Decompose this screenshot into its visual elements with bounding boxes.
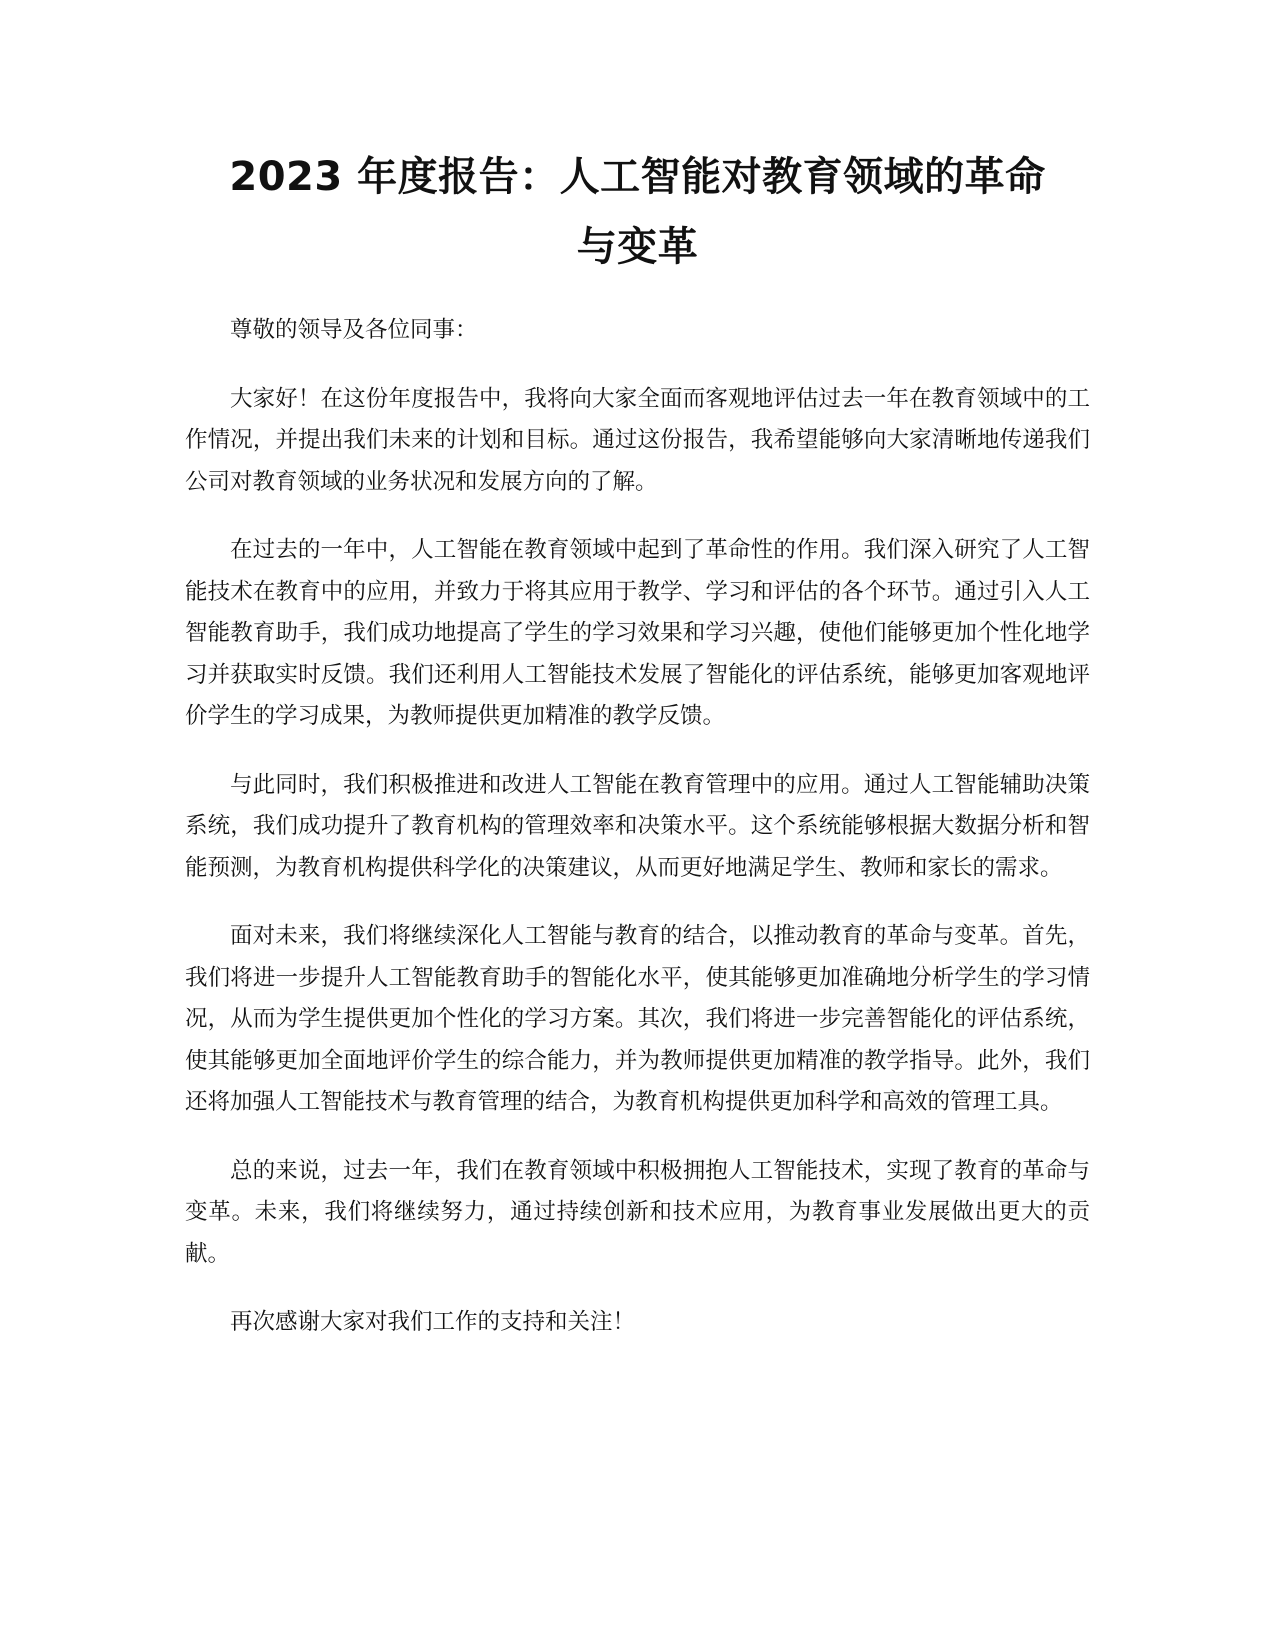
paragraph-summary: 总的来说，过去一年，我们在教育领域中积极拥抱人工智能技术，实现了教育的革命与变革。未来，我们将继续努力，通过持续创新和技术应用，为教育事业发展做出更大的贡献。 xyxy=(185,1157,1090,1267)
document-title xyxy=(185,142,1090,282)
document-page xyxy=(185,142,1090,1371)
paragraph-past-year-ai: 在过去的一年中，人工智能在教育领域中起到了革命性的作用。我们深入研究了人工智能技术在教育中的应用，并致力于将其应用于教学、学习和评估的各个环节。通过引入人工智能教育助手，我们成功地提高了学生的学习效果和学习兴趣，使他们能够更加个性化地学习并获取实时反馈。我们还利用人工智能技术发展了智能化的评估系统，能够更加客观地评价学生的学习成果，为教师提供更加精准的教学反馈。 xyxy=(185,537,1090,729)
closing-remark: 再次感谢大家对我们工作的支持和关注！ xyxy=(230,1309,636,1335)
document-title-line-1: 2023 年度报告：人工智能对教育领域的革命 xyxy=(229,154,1046,200)
paragraph-introduction: 大家好！在这份年度报告中，我将向大家全面而客观地评估过去一年在教育领域中的工作情况，并提出我们未来的计划和目标。通过这份报告，我希望能够向大家清晰地传递我们公司对教育领域的业务状况和发展方向的了解。 xyxy=(185,385,1090,495)
paragraph-future-plans: 面对未来，我们将继续深化人工智能与教育的结合，以推动教育的革命与变革。首先，我们将进一步提升人工智能教育助手的智能化水平，使其能够更加准确地分析学生的学习情况，从而为学生提供更加个性化的学习方案。其次，我们将进一步完善智能化的评估系统，使其能够更加全面地评价学生的综合能力，并为教师提供更加精准的教学指导。此外，我们还将加强人工智能技术与教育管理的结合，为教育机构提供更加科学和高效的管理工具。 xyxy=(185,923,1090,1115)
paragraph-management: 与此同时，我们积极推进和改进人工智能在教育管理中的应用。通过人工智能辅助决策系统，我们成功提升了教育机构的管理效率和决策水平。这个系统能够根据大数据分析和智能预测，为教育机构提供科学化的决策建议，从而更好地满足学生、教师和家长的需求。 xyxy=(185,771,1090,881)
document-title-line-2: 与变革 xyxy=(576,224,699,270)
salutation: 尊敬的领导及各位同事： xyxy=(230,317,478,343)
